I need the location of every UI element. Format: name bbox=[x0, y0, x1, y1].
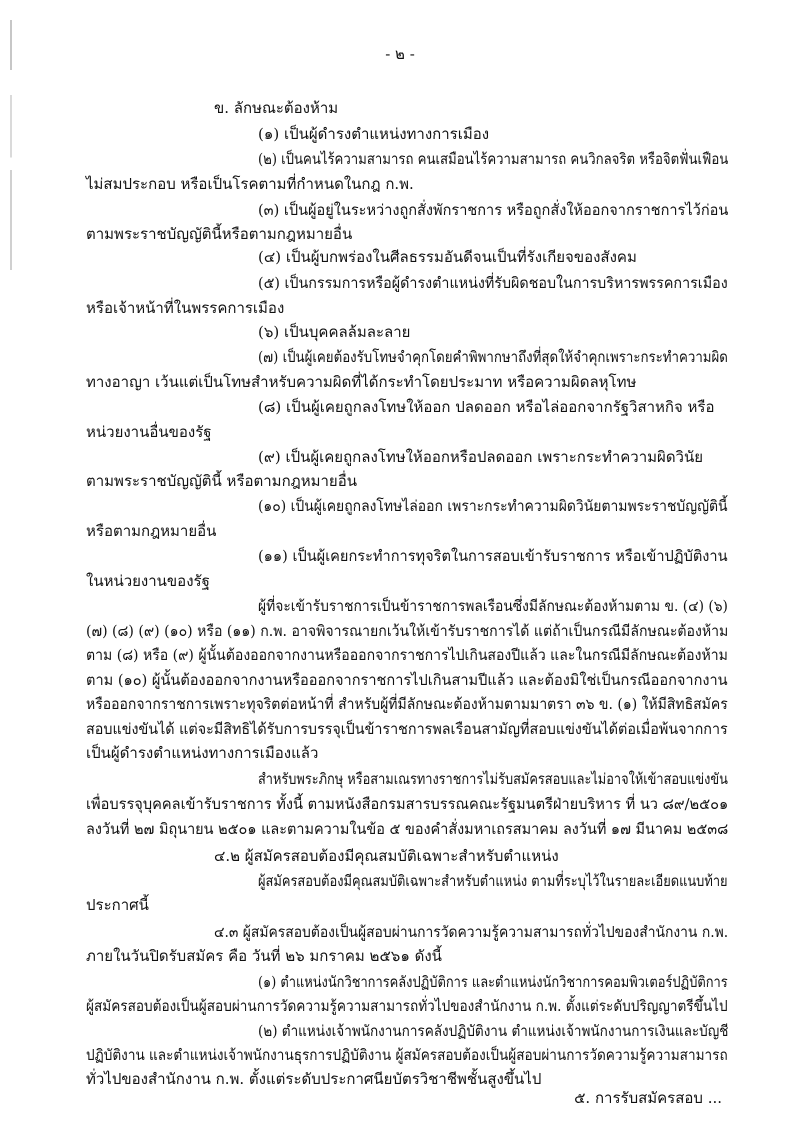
list-item: (๒) เป็นคนไร้ความสามารถ คนเสมือนไร้ความสามารถ คนวิกลจริต หรือจิตฟั่นเฟือน bbox=[258, 150, 729, 168]
text-line: ทั่วไปของสำนักงาน ก.พ. ตั้งแต่ระดับประกาศนียบัตรวิชาชีพชั้นสูงขึ้นไป bbox=[86, 1070, 542, 1088]
text-line: ตาม (๑๐) ผู้นั้นต้องออกจากงานหรือออกจากราชการไปเกินสามปีแล้ว และต้องมิใช่เป็นกรณีออกจากงาน bbox=[86, 671, 728, 689]
text-line: ตามพระราชบัญญัตินี้ หรือตามกฎหมายอื่น bbox=[86, 472, 357, 490]
list-item: (๑) เป็นผู้ดำรงตำแหน่งทางการเมือง bbox=[258, 125, 490, 143]
text-line: ผู้สมัครสอบต้องเป็นผู้สอบผ่านการวัดความรู้ความสามารถทั่วไปของสำนักงาน ก.พ. ตั้งแต่ระดับปริญญาตรีขึ้นไป bbox=[86, 997, 728, 1015]
text-line: หรือเจ้าหน้าที่ในพรรคการเมือง bbox=[86, 299, 285, 317]
text-line: เป็นผู้ดำรงตำแหน่งทางการเมืองแล้ว bbox=[86, 744, 319, 762]
list-item: (๔) เป็นผู้บกพร่องในศีลธรรมอันดีจนเป็นที่รังเกียจของสังคม bbox=[258, 248, 637, 266]
list-item: (๗) เป็นผู้เคยต้องรับโทษจำคุกโดยคำพิพากษาถึงที่สุดให้จำคุกเพราะกระทำความผิด bbox=[258, 348, 728, 366]
list-item: (๘) เป็นผู้เคยถูกลงโทษให้ออก ปลดออก หรือไล่ออกจากรัฐวิสาหกิจ หรือ bbox=[258, 398, 715, 416]
section-heading: ข. ลักษณะต้องห้าม bbox=[214, 99, 339, 117]
next-page-hint: ๕. การรับสมัครสอบ ... bbox=[574, 1089, 722, 1107]
text-line: ตามพระราชบัญญัตินี้หรือตามกฎหมายอื่น bbox=[86, 225, 353, 243]
list-item: (๑๑) เป็นผู้เคยกระทำการทุจริตในการสอบเข้ารับราชการ หรือเข้าปฏิบัติงาน bbox=[258, 547, 728, 565]
list-item: (๓) เป็นผู้อยู่ในระหว่างถูกสั่งพักราชการ หรือถูกสั่งให้ออกจากราชการไว้ก่อน bbox=[258, 201, 729, 219]
page-number: - ๒ - bbox=[385, 45, 415, 63]
text-line: ประกาศนี้ bbox=[86, 896, 149, 914]
text-line: ไม่สมประกอบ หรือเป็นโรคตามที่กำหนดในกฎ ก.พ. bbox=[86, 175, 414, 193]
list-item: (๖) เป็นบุคคลล้มละลาย bbox=[258, 323, 411, 341]
text-line: ลงวันที่ ๒๗ มิถุนายน ๒๕๐๑ และตามความในข้อ ๕ ของคำสั่งมหาเถรสมาคม ลงวันที่ ๑๗ มีนาคม ๒๕๓๘ bbox=[86, 820, 729, 838]
list-item: (๙) เป็นผู้เคยถูกลงโทษให้ออกหรือปลดออก เพราะกระทำความผิดวินัย bbox=[258, 448, 704, 466]
section-heading: ๔.๒ ผู้สมัครสอบต้องมีคุณสมบัติเฉพาะสำหรับตำแหน่ง bbox=[214, 847, 559, 865]
list-item: (๒) ตำแหน่งเจ้าพนักงานการคลังปฏิบัติงาน ตำแหน่งเจ้าพนักงานการเงินและบัญชี bbox=[258, 1022, 729, 1040]
text-line: ปฏิบัติงาน และตำแหน่งเจ้าพนักงานธุรการปฏิบัติงาน ผู้สมัครสอบต้องเป็นผู้สอบผ่านการวัดความรู้ความสามารถ bbox=[86, 1046, 728, 1064]
text-line: หน่วยงานอื่นของรัฐ bbox=[86, 423, 212, 441]
text-line: ทางอาญา เว้นแต่เป็นโทษสำหรับความผิดที่ได้กระทำโดยประมาท หรือความผิดลหุโทษ bbox=[86, 373, 637, 391]
list-item: (๑๐) เป็นผู้เคยถูกลงโทษไล่ออก เพราะกระทำความผิดวินัยตามพระราชบัญญัตินี้ bbox=[258, 497, 728, 515]
list-item: (๑) ตำแหน่งนักวิชาการคลังปฏิบัติการ และตำแหน่งนักวิชาการคอมพิวเตอร์ปฏิบัติการ bbox=[258, 973, 728, 991]
text-line: หรือตามกฎหมายอื่น bbox=[86, 522, 217, 540]
text-line: ภายในวันปิดรับสมัคร คือ วันที่ ๒๖ มกราคม ๒๕๖๑ ดังนี้ bbox=[86, 947, 442, 965]
text-line: ตาม (๘) หรือ (๙) ผู้นั้นต้องออกจากงานหรือออกจากราชการไปเกินสองปีแล้ว และในกรณีมีลักษณะต้องห้าม bbox=[86, 646, 728, 664]
text-line: ในหน่วยงานของรัฐ bbox=[86, 572, 210, 590]
section-heading: ๔.๓ ผู้สมัครสอบต้องเป็นผู้สอบผ่านการวัดความรู้ความสามารถทั่วไปของสำนักงาน ก.พ. bbox=[214, 923, 729, 941]
text-line: (๗) (๘) (๙) (๑๐) หรือ (๑๑) ก.พ. อาจพิจารณายกเว้นให้เข้ารับราชการได้ แต่ถ้าเป็นกรณีมีลักษณะต้องห้าม bbox=[86, 622, 729, 640]
paragraph-start: สำหรับพระภิกษุ หรือสามเณรทางราชการไม่รับสมัครสอบและไม่อาจให้เข้าสอบแข่งขัน bbox=[258, 770, 728, 788]
text-line: สอบแข่งขันได้ แต่จะมีสิทธิได้รับการบรรจุเป็นข้าราชการพลเรือนสามัญที่สอบแข่งขันได้ต่อเมื่อพ้นจากการ bbox=[86, 720, 728, 738]
paragraph-start: ผู้ที่จะเข้ารับราชการเป็นข้าราชการพลเรือนซึ่งมีลักษณะต้องห้ามตาม ข. (๔) (๖) bbox=[258, 597, 728, 615]
text-line: หรือออกจากราชการเพราะทุจริตต่อหน้าที่ สำหรับผู้ที่มีลักษณะต้องห้ามตามมาตรา ๓๖ ข. (๑) ให้มีสิทธิสมัคร bbox=[86, 695, 728, 713]
paragraph-start: ผู้สมัครสอบต้องมีคุณสมบัติเฉพาะสำหรับตำแหน่ง ตามที่ระบุไว้ในรายละเอียดแนบท้าย bbox=[258, 872, 728, 890]
text-line: เพื่อบรรจุบุคคลเข้ารับราชการ ทั้งนี้ ตามหนังสือกรมสารบรรณคณะรัฐมนตรีฝ่ายบริหาร ที่ นว ๘๙/๒๕๐๑ bbox=[86, 795, 729, 813]
list-item: (๕) เป็นกรรมการหรือผู้ดำรงตำแหน่งที่รับผิดชอบในการบริหารพรรคการเมือง bbox=[258, 274, 728, 292]
